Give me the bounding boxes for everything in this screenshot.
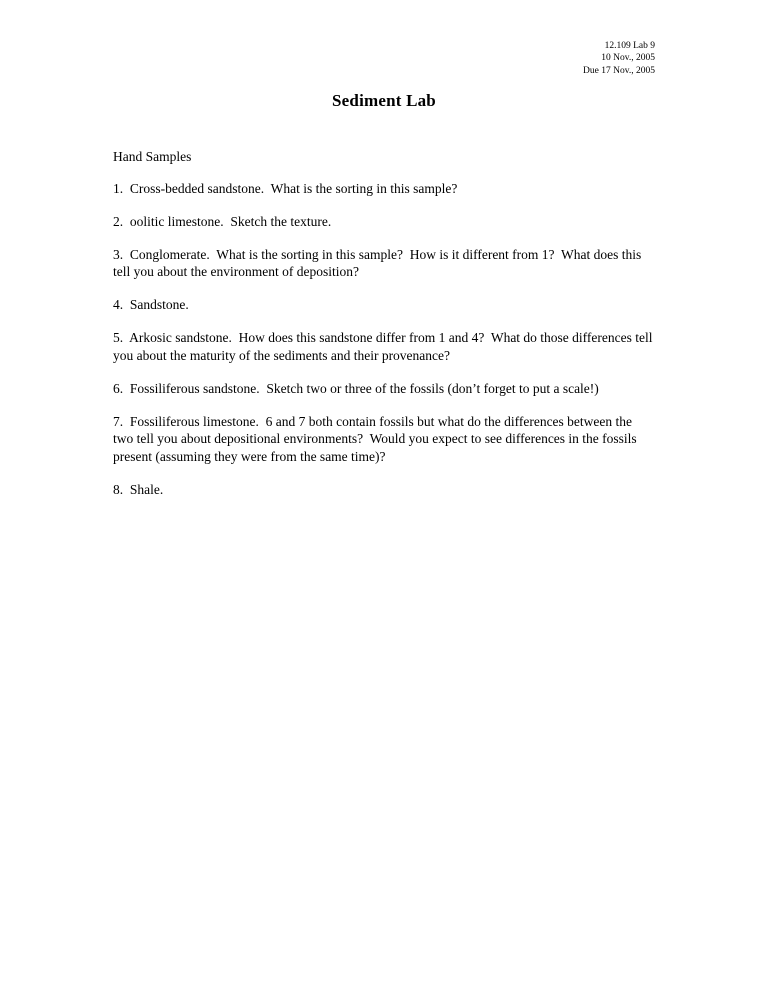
question-2: 2. oolitic limestone. Sketch the texture. <box>113 213 332 229</box>
document-header-block <box>113 40 655 77</box>
question-4: 4. Sandstone. <box>113 297 189 313</box>
due-date-label: Due 17 Nov., 2005 <box>583 65 655 76</box>
course-label: 12.109 Lab 9 <box>604 41 655 51</box>
question-6: 6. Fossiliferous sandstone. Sketch two or three of the fossils (don’t forget to put a scale!) <box>113 380 599 396</box>
question-7: 7. Fossiliferous limestone. 6 and 7 both contain fossils but what do the differences between the two tell you about depositional environments? Would you expect to see differences in the fossils present (assuming they were from the same time)? <box>113 413 641 465</box>
page-title: Sediment Lab <box>332 91 436 111</box>
question-8: 8. Shale. <box>113 481 164 497</box>
question-5: 5. Arkosic sandstone. How does this sandstone differ from 1 and 4? What do those differences tell you about the maturity of the sediments and their provenance? <box>113 330 656 363</box>
section-heading: Hand Samples <box>113 149 192 165</box>
question-1: 1. Cross-bedded sandstone. What is the sorting in this sample? <box>113 181 458 197</box>
question-3: 3. Conglomerate. What is the sorting in this sample? How is it different from 1? What does this tell you about the environment of deposition? <box>113 246 645 280</box>
date-label: 10 Nov., 2005 <box>601 53 655 64</box>
